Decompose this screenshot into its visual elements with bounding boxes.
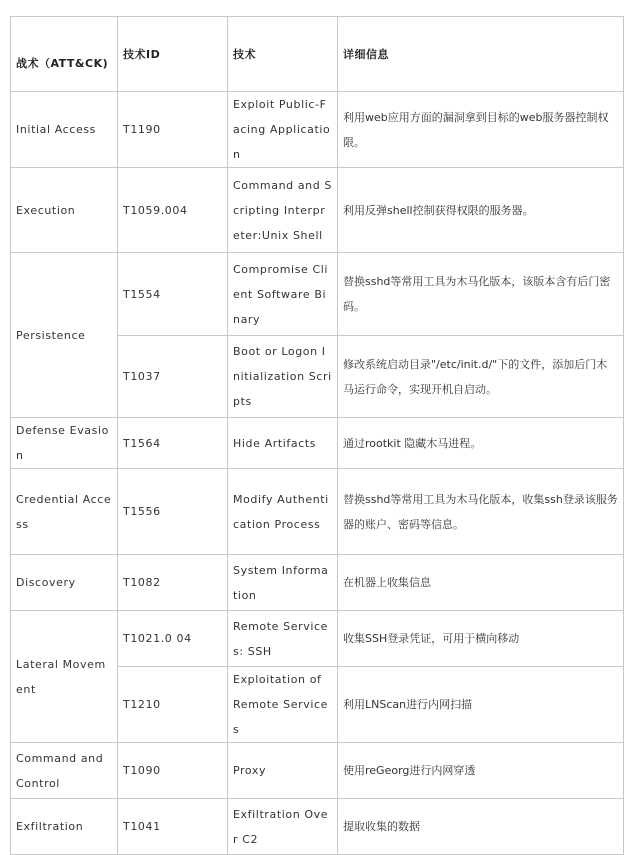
tactic-cell: Execution: [11, 168, 118, 253]
tactic-cell: Discovery: [11, 555, 118, 611]
header-details: 详细信息: [338, 17, 624, 92]
technique-id-cell: T1037: [118, 336, 228, 418]
technique-id-cell: T1564: [118, 418, 228, 469]
tactic-cell: Persistence: [11, 253, 118, 418]
table-row: [11, 92, 624, 168]
technique-cell: Boot or Logon Initialization Scripts: [228, 336, 338, 418]
attck-table: [10, 16, 624, 855]
technique-cell: Exfiltration Over C2: [228, 799, 338, 855]
tactic-cell: Initial Access: [11, 92, 118, 168]
tactic-cell: Command and Control: [11, 743, 118, 799]
technique-cell: Compromise Client Software Binary: [228, 253, 338, 336]
tactic-cell: Credential Access: [11, 469, 118, 555]
technique-cell: Exploitation of Remote Services: [228, 667, 338, 743]
header-technique-id: 技术ID: [118, 17, 228, 92]
table-row: [11, 743, 624, 799]
technique-id-cell: T1041: [118, 799, 228, 855]
tactic-cell: Defense Evasion: [11, 418, 118, 469]
technique-cell: Exploit Public-Facing Application: [228, 92, 338, 168]
details-cell: 收集SSH登录凭证，可用于横向移动: [338, 611, 624, 667]
details-cell: 在机器上收集信息: [338, 555, 624, 611]
technique-id-cell: T1556: [118, 469, 228, 555]
technique-cell: Hide Artifacts: [228, 418, 338, 469]
technique-id-cell: T1082: [118, 555, 228, 611]
details-cell: 使用reGeorg进行内网穿透: [338, 743, 624, 799]
technique-cell: Command and Scripting Interpreter:Unix Shell: [228, 168, 338, 253]
header-technique: 技术: [228, 17, 338, 92]
technique-id-cell: T1021.0 04: [118, 611, 228, 667]
details-cell: 通过rootkit 隐藏木马进程。: [338, 418, 624, 469]
technique-cell: Remote Services: SSH: [228, 611, 338, 667]
table-row: [11, 611, 624, 667]
technique-id-cell: T1059.004: [118, 168, 228, 253]
header-tactic: 战术（ATT&CK): [11, 17, 118, 92]
technique-cell: Proxy: [228, 743, 338, 799]
details-cell: 利用web应用方面的漏洞拿到目标的web服务器控制权限。: [338, 92, 624, 168]
table-row: [11, 555, 624, 611]
details-cell: 修改系统启动目录"/etc/init.d/"下的文件，添加后门木马运行命令，实现开机自启动。: [338, 336, 624, 418]
table-row: [11, 418, 624, 469]
table-row: [11, 168, 624, 253]
details-cell: 利用LNScan进行内网扫描: [338, 667, 624, 743]
tactic-cell: Exfiltration: [11, 799, 118, 855]
technique-id-cell: T1554: [118, 253, 228, 336]
technique-id-cell: T1210: [118, 667, 228, 743]
technique-cell: Modify Authentication Process: [228, 469, 338, 555]
details-cell: 替换sshd等常用工具为木马化版本，收集ssh登录该服务器的账户、密码等信息。: [338, 469, 624, 555]
table-header-row: [11, 17, 624, 92]
table-row: [11, 799, 624, 855]
tactic-cell: Lateral Movement: [11, 611, 118, 743]
table-row: [11, 253, 624, 336]
technique-id-cell: T1090: [118, 743, 228, 799]
technique-id-cell: T1190: [118, 92, 228, 168]
details-cell: 利用反弹shell控制获得权限的服务器。: [338, 168, 624, 253]
technique-cell: System Information: [228, 555, 338, 611]
table-row: [11, 469, 624, 555]
details-cell: 替换sshd等常用工具为木马化版本，该版本含有后门密码。: [338, 253, 624, 336]
details-cell: 提取收集的数据: [338, 799, 624, 855]
